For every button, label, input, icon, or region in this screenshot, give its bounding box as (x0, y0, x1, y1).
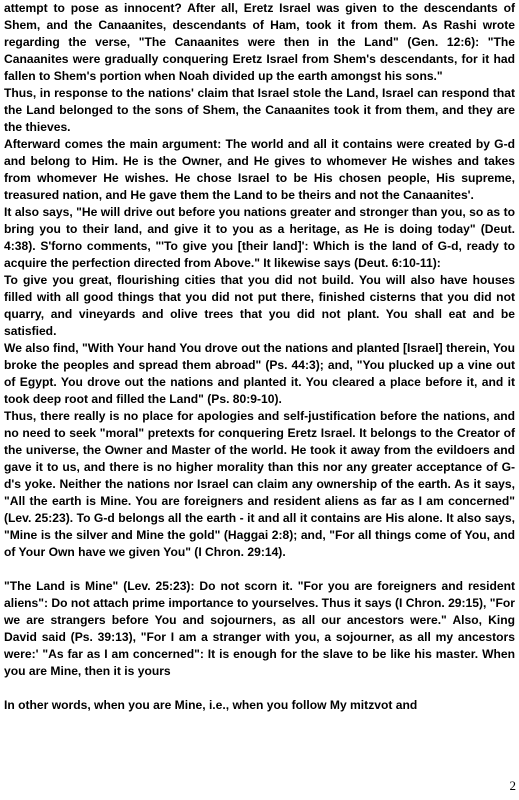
page-number: 2 (509, 778, 516, 793)
paragraph-8: "The Land is Mine" (Lev. 25:23): Do not scorn it. "For you are foreigners and resident aliens": Do not attach prime importance to yourselves. Thus it says (I Chron. 29:15), "For we are strangers before You and sojourners, as all our ancestors were." Also, King David said (Ps. 39:13), "For I am a stranger with you, a sojourner, as all my ancestors were:' "As far as I am concerned": It is enough for the slave to be like his master. When you are Mine, then it is yours (4, 579, 515, 678)
paragraph-9: In other words, when you are Mine, i.e., when you follow My mitzvot and (4, 698, 418, 712)
paragraph-7: Thus, there really is no place for apologies and self-justification before the nations, and no need to seek "moral" pretexts for conquering Eretz Israel. It belongs to the Creator of the universe, the Owner and Master of the world. He took it away from the evildoers and gave it to us, and there is no higher morality than this nor any greater acceptance of G-d's yoke. Neither the nations nor Israel can claim any ownership of the earth. As it says, "All the earth is Mine. You are foreigners and resident aliens as far as I am concerned" (Lev. 25:23). To G-d belongs all the earth - it and all it contains are His alone. It also says, "Mine is the silver and Mine the gold" (Haggai 2:8); and, "For all things come of You, and of Your Own have we given You" (I Chron. 29:14). (4, 409, 515, 559)
paragraph-6: We also find, "With Your hand You drove out the nations and planted [Israel] therein, You broke the peoples and spread them abroad" (Ps. 44:3); and, "You plucked up a vine out of Egypt. You drove out the nations and planted it. You cleared a place before it, and it took deep root and filled the Land" (Ps. 80:9-10). (4, 341, 515, 406)
paragraph-3: Afterward comes the main argument: The world and all it contains were created by G-d and belong to Him. He is the Owner, and He gives to whomever He wishes and takes from whomever He wishes. He chose Israel to be His chosen people, His supreme, treasured nation, and He gave them the Land to be theirs and not the Canaanites'. (4, 137, 515, 202)
paragraph-1: attempt to pose as innocent? After all, Eretz Israel was given to the descendants of Shem, and the Canaanites, descendants of Ham, took it from them. As Rashi wrote regarding the verse, "The Canaanites were then in the Land" (Gen. 12:6): "The Canaanites were gradually conquering Eretz Israel from Shem's descendants, for it had fallen to Shem's portion when Noah divided up the earth amongst his sons." (4, 1, 515, 83)
body-text (4, 0, 515, 714)
paragraph-4: It also says, "He will drive out before you nations greater and stronger than you, so as to bring you to their land, and give it to you as a heritage, as He is doing today" (Deut. 4:38). S'forno comments, "'To give you [their land]': Which is the land of G-d, ready to acquire the perfection directed from Above." It likewise says (Deut. 6:10-11): (4, 205, 515, 270)
paragraph-5: To give you great, flourishing cities that you did not build. You will also have houses filled with all good things that you did not put there, finished cisterns that you did not quarry, and vineyards and olive trees that you did not plant. You shall eat and be satisfied. (4, 273, 515, 338)
paragraph-2: Thus, in response to the nations' claim that Israel stole the Land, Israel can respond that the Land belonged to the sons of Shem, the Canaanites took it from them, and they are the thieves. (4, 86, 515, 134)
